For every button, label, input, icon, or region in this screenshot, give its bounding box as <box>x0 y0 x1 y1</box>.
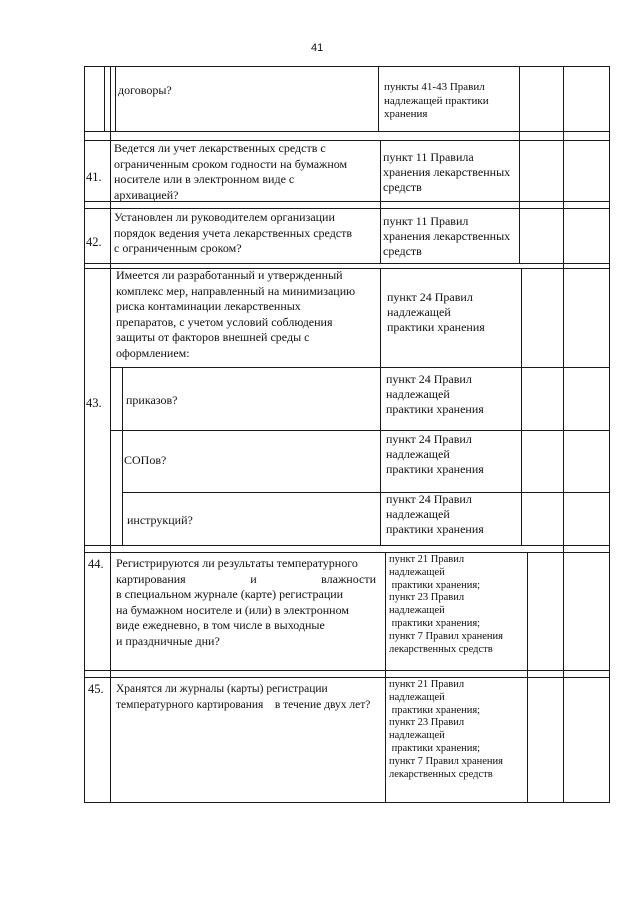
question-text: Ведется ли учет лекарственных средств с ограниченным сроком годности на бумажном носителе или в электронном виде с архивацией? <box>114 141 348 202</box>
row-number: 43. <box>86 396 102 410</box>
question-text: Имеется ли разработанный и утвержденный комплекс мер, направленный на минимизацию риска контаминации лекарственных препаратов, с учетом условий соблюдения защиты от факторов внешней среды с оформлением: <box>116 268 356 360</box>
question-word: влажности <box>321 571 376 586</box>
reference-text: пункт 21 Правил надлежащей практики хранения; пункт 23 Правил надлежащей практики хранения; пункт 7 Правил хранения лекарственных средств <box>389 679 503 780</box>
reference-text: пункт 21 Правил надлежащей практики хранения; пункт 23 Правил надлежащей практики хранения; пункт 7 Правил хранения лекарственных средств <box>389 554 503 655</box>
subrow-question: приказов? <box>126 393 178 407</box>
reference-text: пункт 11 Правил хранения лекарственных средств <box>383 214 511 258</box>
row-number: 41. <box>86 170 102 184</box>
question-text: Установлен ли руководителем организации порядок ведения учета лекарственных средств с ограниченным сроком? <box>114 210 353 255</box>
question-word: картирования <box>116 571 186 586</box>
question-text: договоры? <box>118 83 172 97</box>
row-number: 44. <box>88 557 104 571</box>
question-text: Регистрируются ли результаты температурного картирования и влажности в специальном журнале (карте) регистрации на бумажном носителе и (или) в электронном виде ежедневно, в том числе в выходные и праздничные дни? <box>116 556 376 648</box>
row-number: 45. <box>88 682 104 696</box>
page-number: 41 <box>311 42 324 54</box>
question-word: и <box>250 571 257 586</box>
reference-text: пункт 11 Правила хранения лекарственных средств <box>383 150 511 194</box>
subrow-reference: пункт 24 Правил надлежащей практики хранения <box>386 492 484 536</box>
question-text: Хранятся ли журналы (карты) регистрации температурного картирования в течение двух лет? <box>116 683 371 711</box>
subrow-question: инструкций? <box>127 513 193 527</box>
subrow-reference: пункт 24 Правил надлежащей практики хранения <box>386 432 484 476</box>
reference-text: пункт 24 Правил надлежащей практики хранения <box>387 290 485 334</box>
subrow-reference: пункт 24 Правил надлежащей практики хранения <box>386 372 484 416</box>
row-number: 42. <box>86 235 102 249</box>
reference-text: пункты 41-43 Правил надлежащей практики хранения <box>384 81 489 120</box>
subrow-question: СОПов? <box>124 453 167 467</box>
